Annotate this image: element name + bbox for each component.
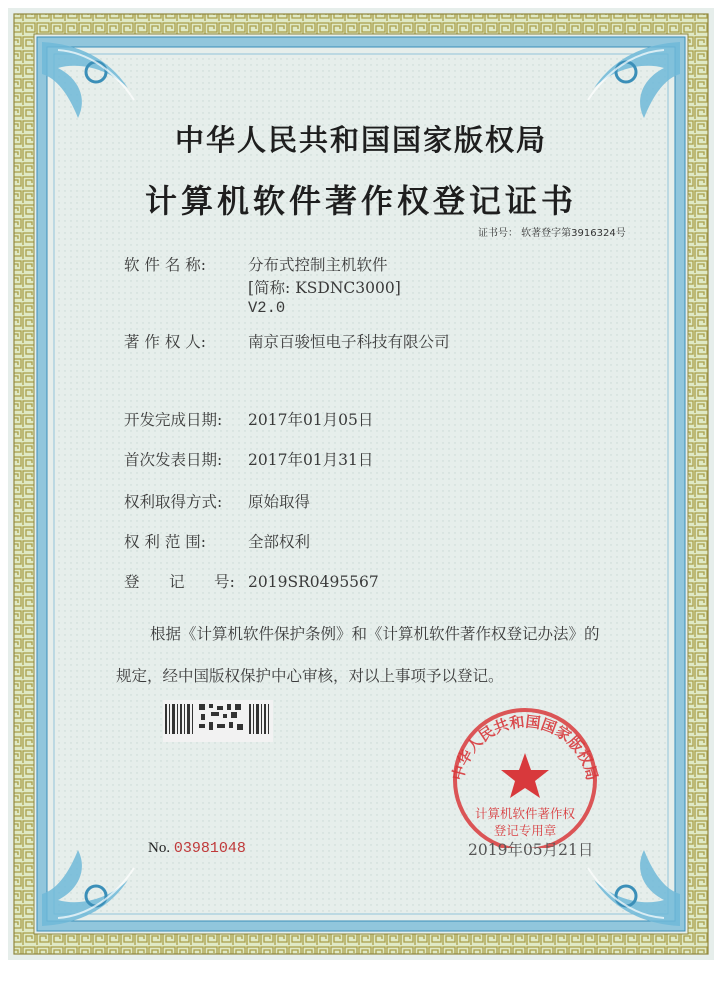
serial-prefix: No. bbox=[148, 840, 171, 856]
serial-number bbox=[148, 840, 246, 857]
statement-line-2: 规定，经中国版权保护中心审核，对以上事项予以登记。 bbox=[116, 667, 504, 685]
acquire-label: 权利取得方式: bbox=[124, 493, 223, 511]
certificate-number: 证书号： 软著登字第3916324号 bbox=[478, 228, 626, 239]
certificate-title: 计算机软件著作权登记证书 bbox=[144, 182, 577, 220]
field-pub-date bbox=[124, 448, 373, 470]
software-version: V2.0 bbox=[248, 299, 286, 317]
software-name-value: 分布式控制主机软件 bbox=[248, 256, 388, 274]
issue-date: 2019年05月21日 bbox=[468, 841, 594, 859]
dev-date-label: 开发完成日期: bbox=[124, 411, 223, 429]
owner-value: 南京百骏恒电子科技有限公司 bbox=[248, 333, 450, 351]
owner-label: 著 作 权 人: bbox=[124, 333, 207, 351]
field-scope bbox=[124, 530, 310, 552]
dev-date-value: 2017年01月05日 bbox=[248, 411, 374, 429]
seal-text-line-1: 计算机软件著作权 bbox=[474, 806, 576, 821]
official-seal bbox=[440, 698, 610, 848]
issuer-title: 中华人民共和国国家版权局 bbox=[174, 123, 547, 157]
field-acquire bbox=[124, 490, 310, 512]
seal-text-line-2: 登记专用章 bbox=[493, 823, 557, 838]
field-registration bbox=[124, 570, 379, 592]
software-short-name: [简称: KSDNC3000] bbox=[248, 279, 401, 297]
statement-line-1: 根据《计算机软件保护条例》和《计算机软件著作权登记办法》的 bbox=[150, 625, 600, 643]
certificate-sheet bbox=[8, 8, 714, 960]
registration-value: 2019SR0495567 bbox=[248, 573, 379, 591]
acquire-value: 原始取得 bbox=[248, 493, 311, 511]
software-name-label: 软 件 名 称: bbox=[124, 256, 207, 274]
pub-date-label: 首次发表日期: bbox=[124, 451, 223, 469]
field-owner bbox=[124, 330, 450, 352]
ornament-top-left bbox=[38, 38, 158, 128]
scope-label: 权 利 范 围: bbox=[124, 533, 207, 551]
seal-ring-text: 中华人民共和国国家版权局 bbox=[448, 712, 602, 783]
ornament-top-right bbox=[564, 38, 684, 128]
pub-date-value: 2017年01月31日 bbox=[248, 451, 374, 469]
ornament-bottom-left bbox=[38, 840, 158, 930]
field-dev-date bbox=[124, 408, 373, 430]
field-software-name bbox=[124, 253, 388, 275]
scope-value: 全部权利 bbox=[248, 533, 311, 551]
serial-number-value: 03981048 bbox=[173, 840, 246, 857]
barcode-image bbox=[163, 700, 273, 742]
registration-label: 登 记 号: bbox=[124, 573, 235, 591]
page-margin bbox=[0, 960, 725, 1000]
